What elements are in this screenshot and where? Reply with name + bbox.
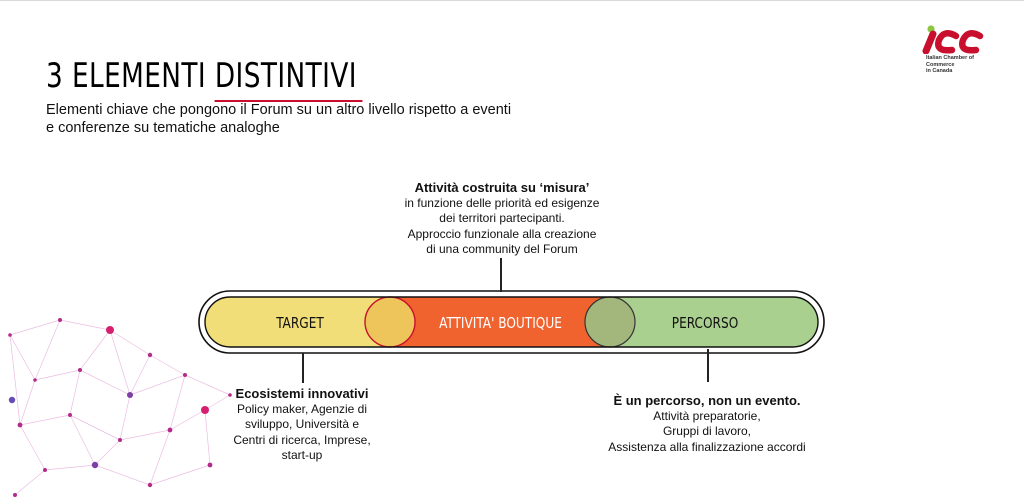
callout-top-line: dei territori partecipanti.	[439, 211, 565, 225]
callout-left-line: sviluppo, Università e	[244, 417, 360, 431]
label-percorso: PERCORSO	[671, 314, 739, 332]
label-target: TARGET	[276, 314, 324, 332]
logo-text-line-2: in Canada	[926, 68, 953, 74]
callout-top-line: Approccio funzionale alla creazione	[407, 226, 597, 241]
connector-left	[302, 353, 304, 383]
connector-top	[500, 258, 502, 292]
connector-right	[707, 349, 709, 382]
callout-left-line: Centri di ricerca, Imprese,	[233, 432, 371, 447]
callout-top-line: in funzione delle priorità ed esigenze	[404, 195, 600, 210]
callout-right-line: Assistenza alla finalizzazione accordi	[608, 439, 806, 454]
overlap-left	[365, 297, 415, 347]
callout-top	[372, 180, 632, 258]
callout-right-line: Gruppi di lavoro,	[662, 424, 752, 438]
callout-right-heading: È un percorso, non un evento.	[613, 393, 801, 408]
overlap-right	[585, 297, 635, 347]
callout-top-line: di una community del Forum	[426, 242, 578, 256]
callout-right-line: Attività preparatorie,	[653, 408, 761, 423]
callout-left	[212, 386, 392, 464]
callout-left-line: Policy maker, Agenzie di	[236, 401, 368, 416]
callout-top-heading: Attività costruita su ‘misura’	[414, 180, 590, 195]
label-attivita-boutique: ATTIVITA' BOUTIQUE	[439, 314, 562, 332]
title-part-1: 3 ELEMENTI	[46, 56, 215, 96]
title-highlight: DISTINTIVI	[214, 56, 357, 96]
callout-right	[592, 393, 822, 455]
callout-left-line: start-up	[281, 448, 323, 462]
page-subtitle: Elementi chiave che pongono il Forum su un altro livello rispetto a eventi e conferenze su tematiche analoghe	[46, 102, 512, 136]
callout-left-heading: Ecosistemi innovativi	[235, 386, 369, 401]
logo-text-line-1: Italian Chamber of Commerce	[926, 55, 974, 68]
